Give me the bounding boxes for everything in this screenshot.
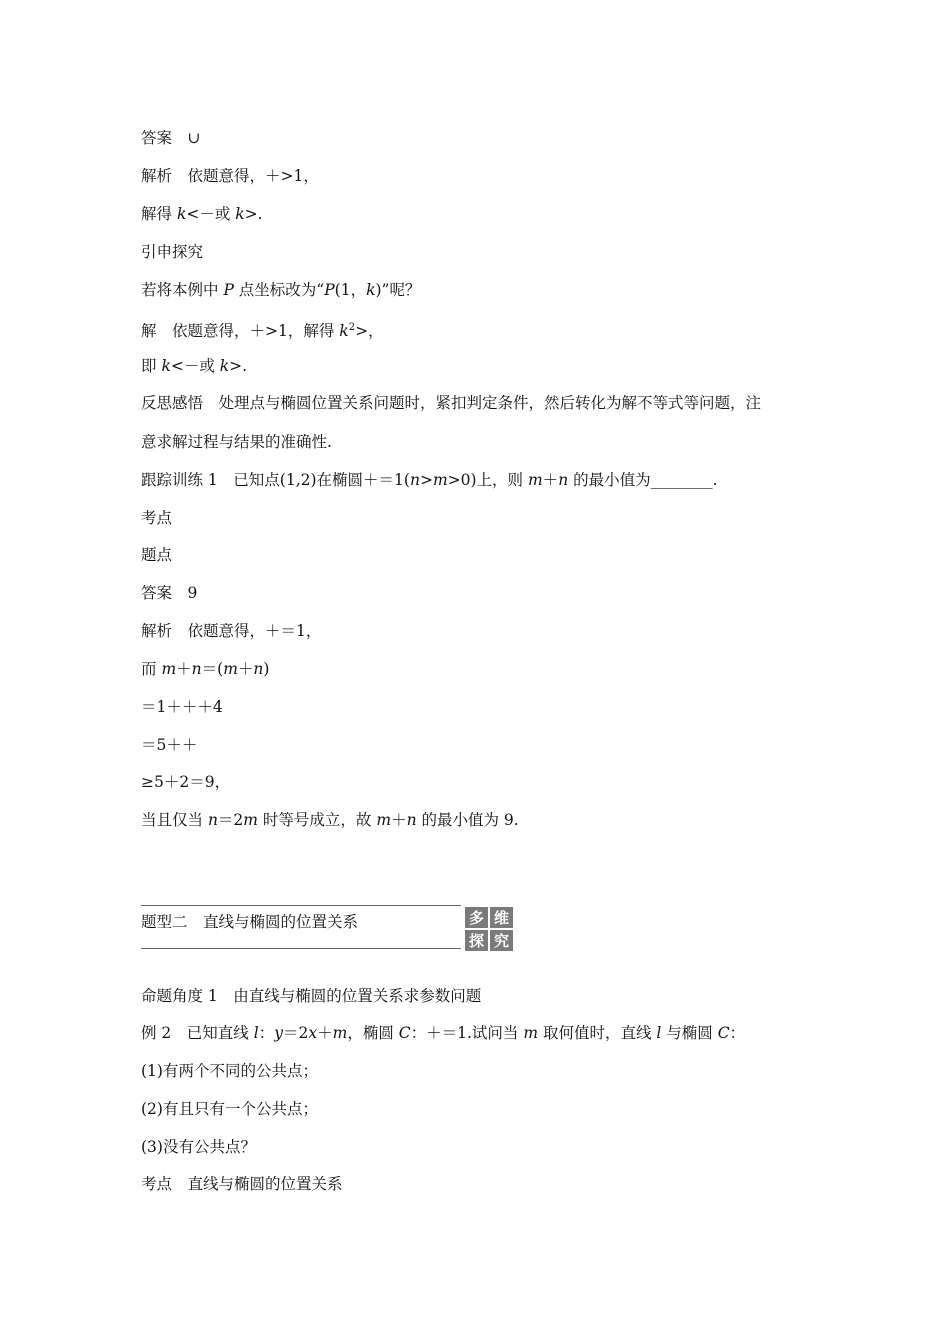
answer-line: 答案 ∪ [141,129,201,147]
section-bottom-rule [141,948,461,949]
extension-question: 若将本例中 P 点坐标改为“P(1，k)”呢？ [141,281,421,299]
tidian-label: 题点 [141,546,173,564]
practice-question: 跟踪训练 1 已知点(1,2)在椭圆＋＝1(n>m>0)上，则 m＋n 的最小值为________. [141,471,718,489]
section-top-rule [141,905,461,906]
subquestion-3: (3)没有公共点？ [141,1138,256,1156]
subquestion-1: (1)有两个不同的公共点； [141,1062,318,1080]
badge-char: 维 [490,907,513,928]
kaodian-label: 考点 [141,509,173,527]
example-2: 例 2 已知直线 l：y＝2x＋m，椭圆 C：＋＝1.试问当 m 取何值时，直线 l 与椭圆 C： [141,1024,746,1042]
kaodian-line: 考点 直线与椭圆的位置关系 [141,1175,343,1193]
topic-angle: 命题角度 1 由直线与椭圆的位置关系求参数问题 [141,987,482,1005]
subquestion-2: (2)有且只有一个公共点； [141,1100,318,1118]
derivation-line-2: ＝1＋＋＋4 [141,698,223,716]
badge-char: 探 [465,930,488,951]
analysis-line: 解析 依题意得，＋>1， [141,167,319,185]
solution-line: 解得 k<－或 k>. [141,205,263,223]
derivation-line-1: 而 m＋n＝(m＋n) [141,660,270,678]
badge-char: 多 [465,907,488,928]
reflection-line-2: 意求解过程与结果的准确性. [141,433,332,451]
reflection-line-1: 反思感悟 处理点与椭圆位置关系问题时，紧扣判定条件，然后转化为解不等式等问题，注 [141,394,762,412]
extension-result: 即 k<－或 k>. [141,357,248,375]
answer-9-line: 答案 9 [141,584,198,602]
equality-condition: 当且仅当 n＝2m 时等号成立，故 m＋n 的最小值为 9. [141,811,519,829]
derivation-line-3: ＝5＋＋ [141,736,198,754]
section-badge [465,907,513,951]
derivation-line-4: ≥5＋2＝9， [141,773,231,791]
extension-solution: 解 依题意得，＋>1，解得 $k^2>$， [141,322,384,341]
extension-heading: 引申探究 [141,243,204,261]
analysis-2-line: 解析 依题意得，＋＝1， [141,622,322,640]
section-title: 题型二 直线与椭圆的位置关系 [141,913,359,931]
badge-char: 究 [490,930,513,951]
